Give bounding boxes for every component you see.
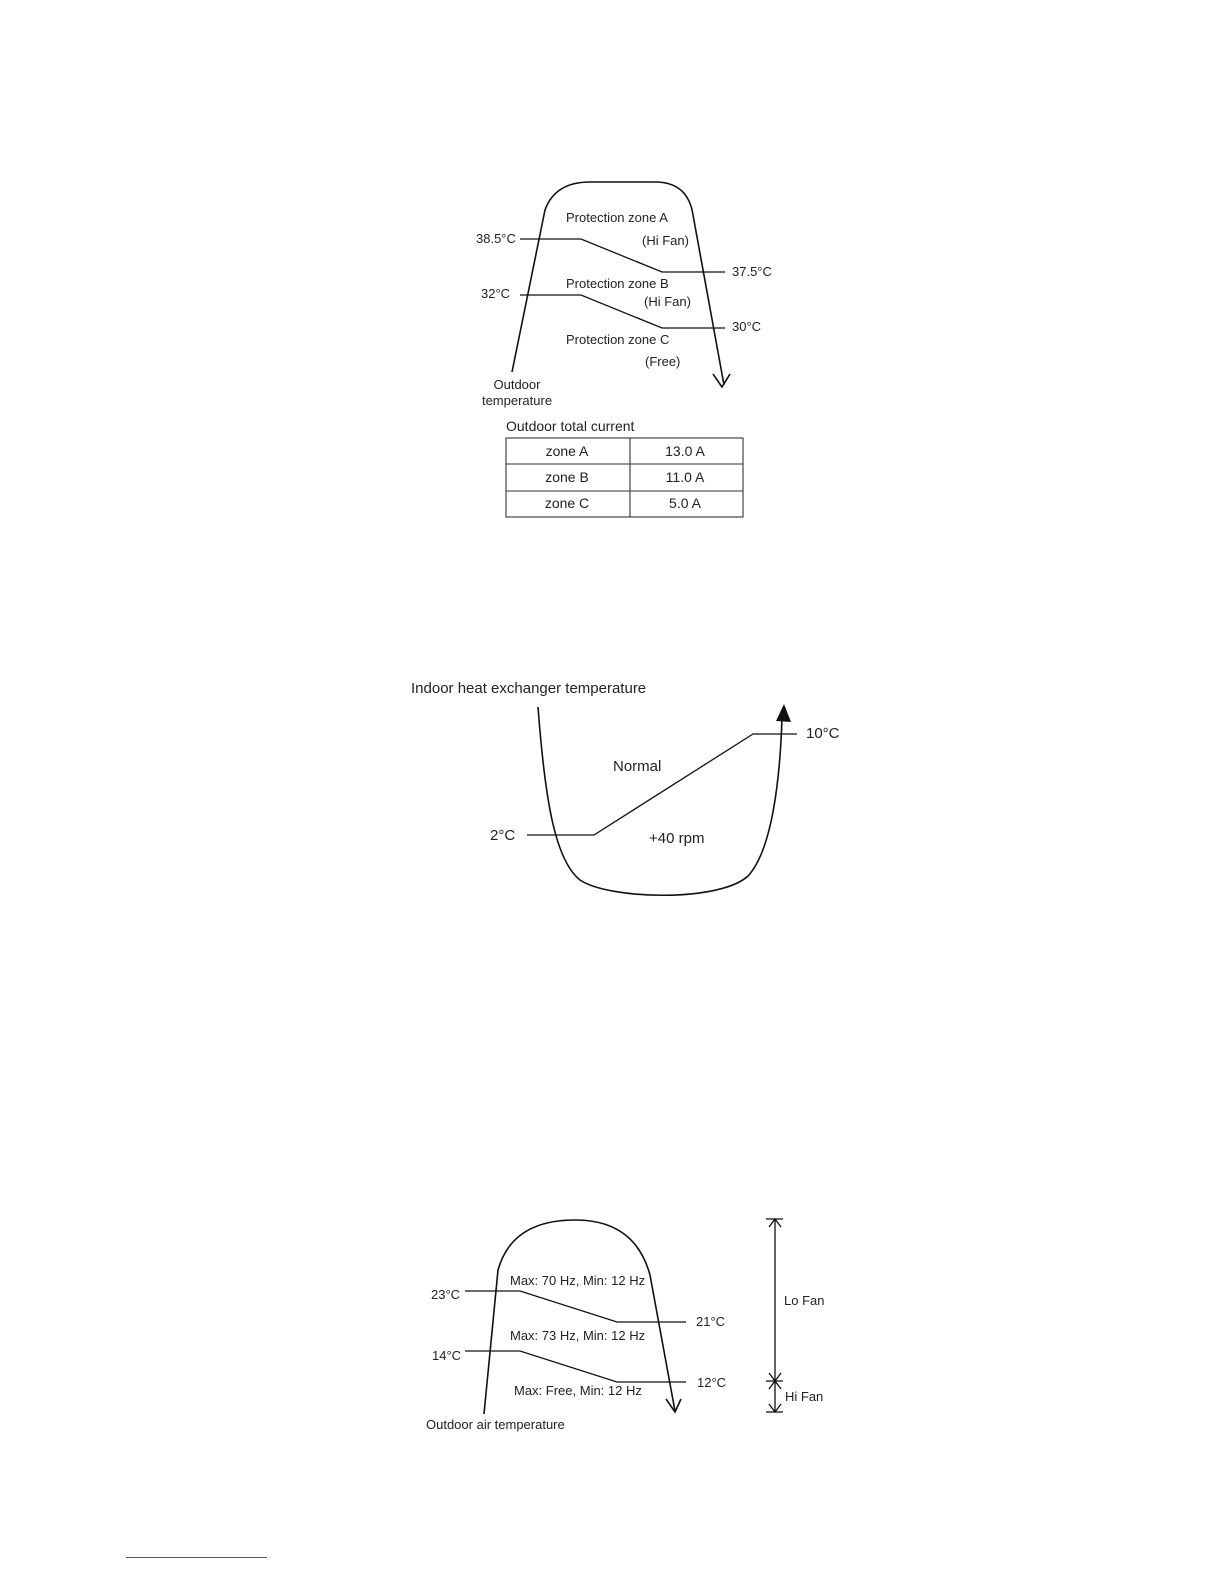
- zone-c-sub: (Free): [645, 354, 681, 369]
- threshold-line: [527, 734, 797, 835]
- threshold-line-lower: [465, 1351, 686, 1382]
- temp-left: 2°C: [490, 827, 516, 844]
- table-cell-current: 13.0 A: [665, 443, 705, 459]
- outdoor-air-temperature-diagram: [426, 1219, 824, 1432]
- table-cell-current: 5.0 A: [669, 495, 701, 511]
- axis-label: Outdoor air temperature: [426, 1417, 565, 1432]
- hi-fan-label: Hi Fan: [785, 1389, 824, 1404]
- temp-b-right: 30°C: [732, 319, 762, 334]
- outdoor-current-protection-diagram: [476, 182, 772, 517]
- temp-upper-left: 23°C: [431, 1287, 461, 1302]
- temp-a-left: 38.5°C: [476, 231, 516, 246]
- table-title: Outdoor total current: [506, 418, 635, 434]
- table-cell-zone: zone B: [545, 469, 589, 485]
- zone-b-label: Protection zone B: [566, 276, 669, 291]
- temp-lower-left: 14°C: [432, 1348, 462, 1363]
- diagram2-title: Indoor heat exchanger temperature: [411, 680, 647, 697]
- lo-fan-label: Lo Fan: [784, 1293, 825, 1308]
- table-cell-zone: zone C: [544, 495, 590, 511]
- threshold-line-upper: [465, 1291, 686, 1322]
- zone-c-label: Protection zone C: [566, 332, 670, 347]
- temp-lower-right: 12°C: [697, 1375, 727, 1390]
- upper-zone-label: Normal: [613, 758, 662, 775]
- lower-zone-label: +40 rpm: [649, 830, 705, 847]
- zone-a-sub: (Hi Fan): [642, 233, 689, 248]
- axis-label-temperature: temperature: [481, 393, 553, 408]
- indoor-heat-exchanger-diagram: [411, 680, 840, 895]
- temp-b-left: 32°C: [481, 286, 511, 301]
- table-cell-zone: zone A: [545, 443, 589, 459]
- zone-a-label: Protection zone A: [566, 210, 668, 225]
- curve-arrowhead-filled: [776, 704, 791, 722]
- u-shaped-curve: [538, 707, 782, 895]
- temp-upper-right: 21°C: [696, 1314, 726, 1329]
- curve-arrowhead: [713, 374, 730, 387]
- fan-range-indicator: [766, 1219, 783, 1412]
- zone-b-sub: (Hi Fan): [644, 294, 691, 309]
- table-cell-current: 11.0 A: [665, 469, 705, 485]
- temp-right: 10°C: [806, 725, 840, 742]
- current-table: [506, 438, 743, 517]
- threshold-line-b: [520, 295, 725, 328]
- zone2-label: Max: 73 Hz, Min: 12 Hz: [510, 1328, 646, 1343]
- zone1-label: Max: 70 Hz, Min: 12 Hz: [510, 1273, 646, 1288]
- footer-link-line[interactable]: [126, 1557, 267, 1558]
- threshold-line-a: [520, 239, 725, 272]
- temp-a-right: 37.5°C: [732, 264, 772, 279]
- zone3-label: Max: Free, Min: 12 Hz: [514, 1383, 642, 1398]
- axis-label-outdoor: Outdoor: [493, 377, 541, 392]
